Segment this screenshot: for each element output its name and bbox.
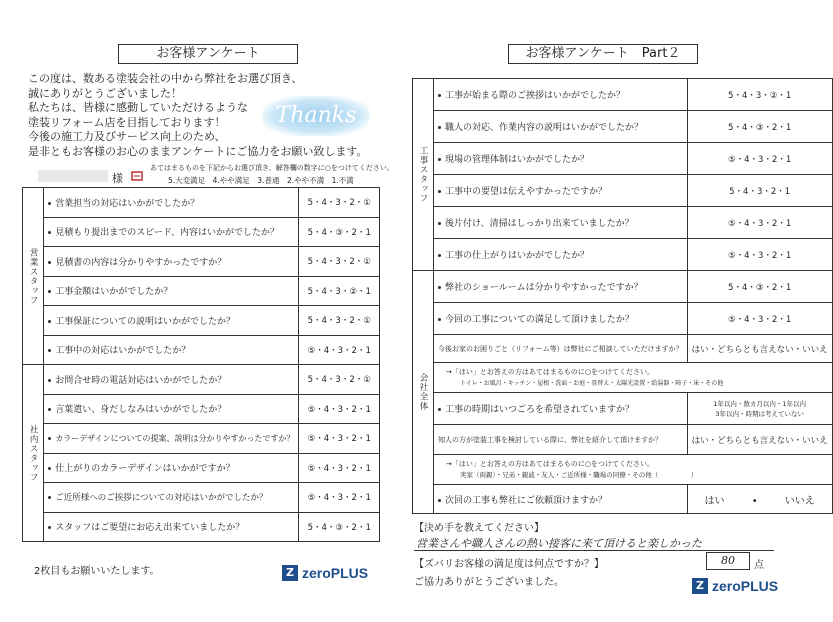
footer-note: 2枚目もお願いいたします。 [34,566,160,577]
intro-line: 是非ともお客様のお心のままアンケートにご協力をお願い致します。 [28,144,368,158]
question: 言葉遣い、身だしなみはいかがでしたか？ [44,394,299,424]
table-row [413,271,833,303]
rating-answer[interactable]: ⑤・4・3・2・1 [299,424,380,454]
rating-answer[interactable]: 5・4・③・2・1 [687,271,832,303]
sub-question [434,363,833,393]
thank-you-note: ご協力ありがとうございました。 [414,577,564,588]
category-label: 営業スタッフ [23,188,44,365]
rating-answer[interactable]: 5・4・3・2・① [299,365,380,395]
table-row [413,425,833,455]
question: 工事保証についての説明はいかがでしたか？ [44,306,299,336]
rating-answer[interactable]: 5・4・3・②・1 [687,79,832,111]
question: 今回の工事についての満足して頂けましたか？ [434,303,688,335]
rating-answer[interactable]: 5・4・③・2・1 [299,217,380,247]
question: カラーデザインについての提案、説明は分かりやすかったですか？ [44,424,299,454]
sub-question-text: →「はい」とお答えの方はあてはまるものに○をつけてください。 [446,367,654,376]
table-row [23,188,380,218]
company-logo [282,565,368,581]
table-row [23,276,380,306]
question: 工事中の対応はいかがでしたか？ [44,335,299,365]
rating-scale-legend: 5.大変満足 4.やや満足 3.普通 2.やや不満 1.不満 [168,176,354,185]
question: 知人の方が塗装工事を検討している際に、弊社を紹介して頂けますか？ [434,425,688,455]
rating-answer[interactable]: 5・4・3・2・1 [687,175,832,207]
table-row [23,335,380,365]
stamp-icon [131,170,143,182]
option-line: 3年以内・時期は考えていない [715,409,804,418]
thanks-watercolor-logo: Thanks [262,96,370,136]
category-label: 会社全体 [413,271,434,514]
table-row [413,239,833,271]
sub-question-text: →「はい」とお答えの方はあてはまるものに○をつけてください。 [446,459,654,468]
customer-name-redacted [38,170,108,182]
question: 仕上がりのカラーデザインはいかがですか？ [44,453,299,483]
logo-text: zeroPLUS [302,565,369,581]
table-row [23,394,380,424]
company-logo [692,578,778,594]
rating-answer[interactable] [687,393,832,425]
table-row [413,393,833,425]
selection-mark: • [751,495,758,507]
rating-answer[interactable]: 5・4・3・2・① [299,306,380,336]
sub-question [434,455,833,485]
rating-answer[interactable]: 5・4・3・2・① [299,188,380,218]
table-row [413,111,833,143]
question: 今後お家のお困りごと（リフォーム等）は弊社にご相談していただけますか？ [434,335,688,363]
score-input[interactable]: 80 [706,552,750,570]
question: 工事の時期はいつごろを希望されていますか？ [434,393,688,425]
intro-line: 今後の施工力及びサービス向上のため、 [28,130,226,143]
rating-answer[interactable]: ⑤・4・3・2・1 [687,303,832,335]
rating-answer[interactable]: 5・4・③・2・1 [687,111,832,143]
rating-answer[interactable]: 5・4・③・2・1 [299,512,380,542]
question: 見積もり提出までのスピード、内容はいかがでしたか？ [44,217,299,247]
survey-page-1 [0,0,400,622]
rating-answer[interactable]: はい・どちらとも言えない・いいえ [687,335,832,363]
table-row [23,483,380,513]
intro-line: 誠にありがとうございました！ [28,86,182,100]
table-row [413,335,833,363]
question: 現場の管理体制はいかがでしたか？ [434,143,688,175]
question: 見積書の内容は分かりやすかったですか？ [44,247,299,277]
honorific: 様 [112,172,123,185]
table-row [23,247,380,277]
question: 営業担当の対応はいかがでしたか？ [44,188,299,218]
table-row [23,453,380,483]
rating-answer[interactable]: ⑤・4・3・2・1 [299,335,380,365]
table-row [413,485,833,514]
table-row [23,424,380,454]
table-row [23,306,380,336]
table-row [413,455,833,485]
option-line: 1年以内・数カ月以内・1年以内 [713,399,807,408]
logo-text: zeroPLUS [712,578,779,594]
question: 工事の仕上がりはいかがでしたか？ [434,239,688,271]
table-row [413,207,833,239]
score-unit: 点 [754,560,764,571]
table-row [23,512,380,542]
handwritten-answer[interactable]: 営業さんや職人さんの熱い接客に来て頂けると楽しかった [416,537,702,550]
table-row [413,363,833,393]
intro-line: 塗装リフォーム店を目指しております！ [28,115,226,129]
question: ご近所様へのご挨拶についての対応はいかがでしたか？ [44,483,299,513]
rating-answer[interactable]: はい・どちらとも言えない・いいえ [687,425,832,455]
logo-mark-icon: Z [282,565,298,581]
table-row [413,303,833,335]
rating-answer[interactable] [687,485,832,514]
table-row [413,79,833,111]
survey-table-2 [412,78,833,514]
intro-line: この度は、数ある塗装会社の中から弊社をお選び頂き、 [28,72,303,85]
sub-question-options[interactable]: トイレ・お風呂・キッチン・屋根・洗面・お庭・畳替え・太陽光設置・給湯器・障子・床・その他 [460,379,724,387]
option-yes[interactable]: はい [704,495,725,507]
rating-answer[interactable]: ⑤・4・3・2・1 [687,239,832,271]
question: スタッフはご要望にお応え出来ていましたか？ [44,512,299,542]
decision-label: 【決め手を教えてください】 [414,523,544,534]
logo-mark-icon: Z [692,578,708,594]
rating-answer[interactable]: ⑤・4・3・2・1 [299,453,380,483]
question: 職人の対応、作業内容の説明はいかがでしたか？ [434,111,688,143]
survey-page-2 [400,0,828,622]
page-title: お客様アンケート [118,44,298,64]
rating-answer[interactable]: 5・4・3・②・1 [299,276,380,306]
sub-question-options[interactable]: 実家（両親）・兄弟・親戚・友人・ご近所様・職場の同僚・その他（ ） [460,470,698,479]
category-label: 社内スタッフ [23,365,44,542]
rating-answer[interactable]: ⑤・4・3・2・1 [299,394,380,424]
instruction-note: あてはまるものを下記からお選び頂き、解答欄の数字に○をつけてください。 [150,164,394,172]
rating-answer[interactable]: ⑤・4・3・2・1 [687,207,832,239]
page-title: お客様アンケート Part２ [508,44,698,64]
category-label: 工事スタッフ [413,79,434,271]
answer-underline [414,550,774,551]
question: 後片付け、清掃はしっかり出来ていましたか？ [434,207,688,239]
score-label: 【ズバリお客様の満足度は何点ですか？】 [414,559,604,570]
question: 次回の工事も弊社にご依頼頂けますか？ [434,485,688,514]
table-row [413,143,833,175]
intro-line: 私たちは、皆様に感動していただけるような [28,101,248,114]
table-row [413,175,833,207]
question: 工事が始まる際のご挨拶はいかがでしたか？ [434,79,688,111]
table-row [23,365,380,395]
rating-answer[interactable]: ⑤・4・3・2・1 [687,143,832,175]
question: お問合せ時の電話対応はいかがでしたか？ [44,365,299,395]
question: 工事中の要望は伝えやすかったですか？ [434,175,688,207]
question: 弊社のショールームは分かりやすかったですか？ [434,271,688,303]
question: 工事金額はいかがでしたか？ [44,276,299,306]
table-row [23,217,380,247]
rating-answer[interactable]: 5・4・3・2・① [299,247,380,277]
rating-answer[interactable]: ⑤・4・3・2・1 [299,483,380,513]
survey-table-1 [22,187,380,542]
option-no[interactable]: いいえ [784,495,815,507]
